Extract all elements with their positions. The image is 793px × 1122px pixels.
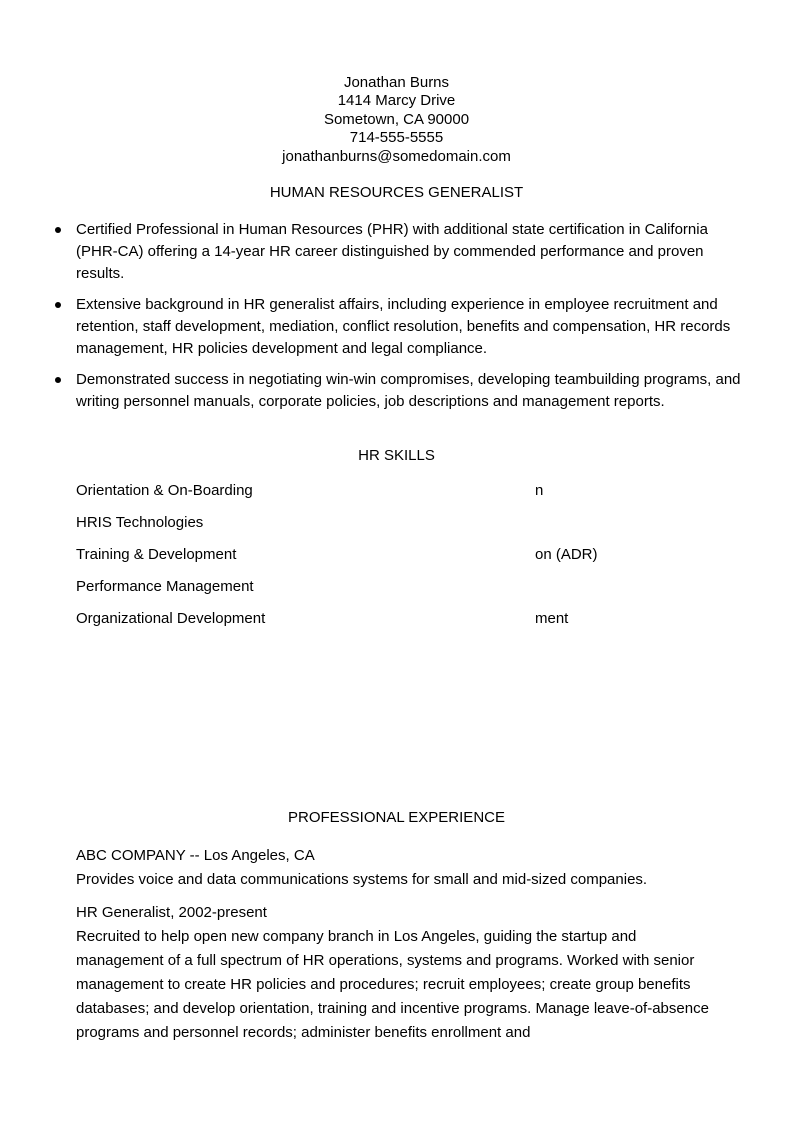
skill-item: HRIS Technologies	[76, 514, 204, 531]
summary-text: Certified Professional in Human Resources (PHR) with additional state certification in California (PHR-CA) offering a 14-year HR career distinguished by commended performance and proven results.	[76, 221, 708, 282]
summary-text: Demonstrated success in negotiating win-win compromises, developing teambuilding programs, and writing personnel manuals, corporate policies, job descriptions and management reports.	[76, 371, 741, 410]
list-item	[52, 219, 752, 285]
skill-item: Performance Management	[76, 578, 254, 595]
company-name: ABC COMPANY -- Los Angeles, CA	[76, 847, 315, 864]
skill-item-clipped: on (ADR)	[535, 546, 598, 563]
phone-number: 714-555-5555	[349, 129, 444, 147]
email-address: jonathanburns@somedomain.com	[282, 147, 511, 165]
skill-item: Orientation & On-Boarding	[76, 482, 253, 499]
bullet-icon	[55, 227, 61, 233]
list-item	[52, 294, 752, 360]
company-description: Provides voice and data communications systems for small and mid-sized companies.	[76, 871, 648, 888]
role-description: Recruited to help open new company branch in Los Angeles, guiding the startup and management of a full spectrum of HR operations, systems and programs. Worked with senior management to create HR policies and procedures; recruit employees; create group benefits databases; and develop orientation, training and incentive programs. Manage leave-of-absence programs and personnel records; administer benefits enrollment and	[76, 928, 709, 1041]
skill-item-clipped: n	[535, 482, 544, 499]
skills-right-column	[535, 481, 793, 641]
skill-item-clipped	[535, 577, 793, 609]
list-item	[52, 369, 752, 413]
summary-text: Extensive background in HR generalist affairs, including experience in employee recruitment and retention, staff development, mediation, conflict resolution, benefits and compensation, HR records management, HR policies development and legal compliance.	[76, 296, 731, 357]
applicant-name: Jonathan Burns	[343, 74, 450, 91]
skills-left-column	[76, 481, 265, 641]
skill-item: Organizational Development	[76, 610, 266, 627]
skill-item-clipped: ment	[535, 610, 569, 627]
bullet-icon	[55, 302, 61, 308]
skill-item: Training & Development	[76, 546, 237, 563]
role-title: HR Generalist, 2002-present	[76, 904, 267, 921]
bullet-icon	[55, 377, 61, 383]
job-title: HUMAN RESOURCES GENERALIST	[269, 184, 524, 201]
summary-list	[52, 219, 752, 422]
street-address: 1414 Marcy Drive	[337, 92, 456, 110]
skill-item-clipped	[535, 513, 793, 545]
experience-heading: PROFESSIONAL EXPERIENCE	[287, 809, 505, 826]
skills-heading: HR SKILLS	[358, 447, 435, 464]
experience-section	[76, 844, 726, 1045]
city-state-zip: Sometown, CA 90000	[323, 110, 470, 128]
contact-header	[0, 74, 793, 166]
